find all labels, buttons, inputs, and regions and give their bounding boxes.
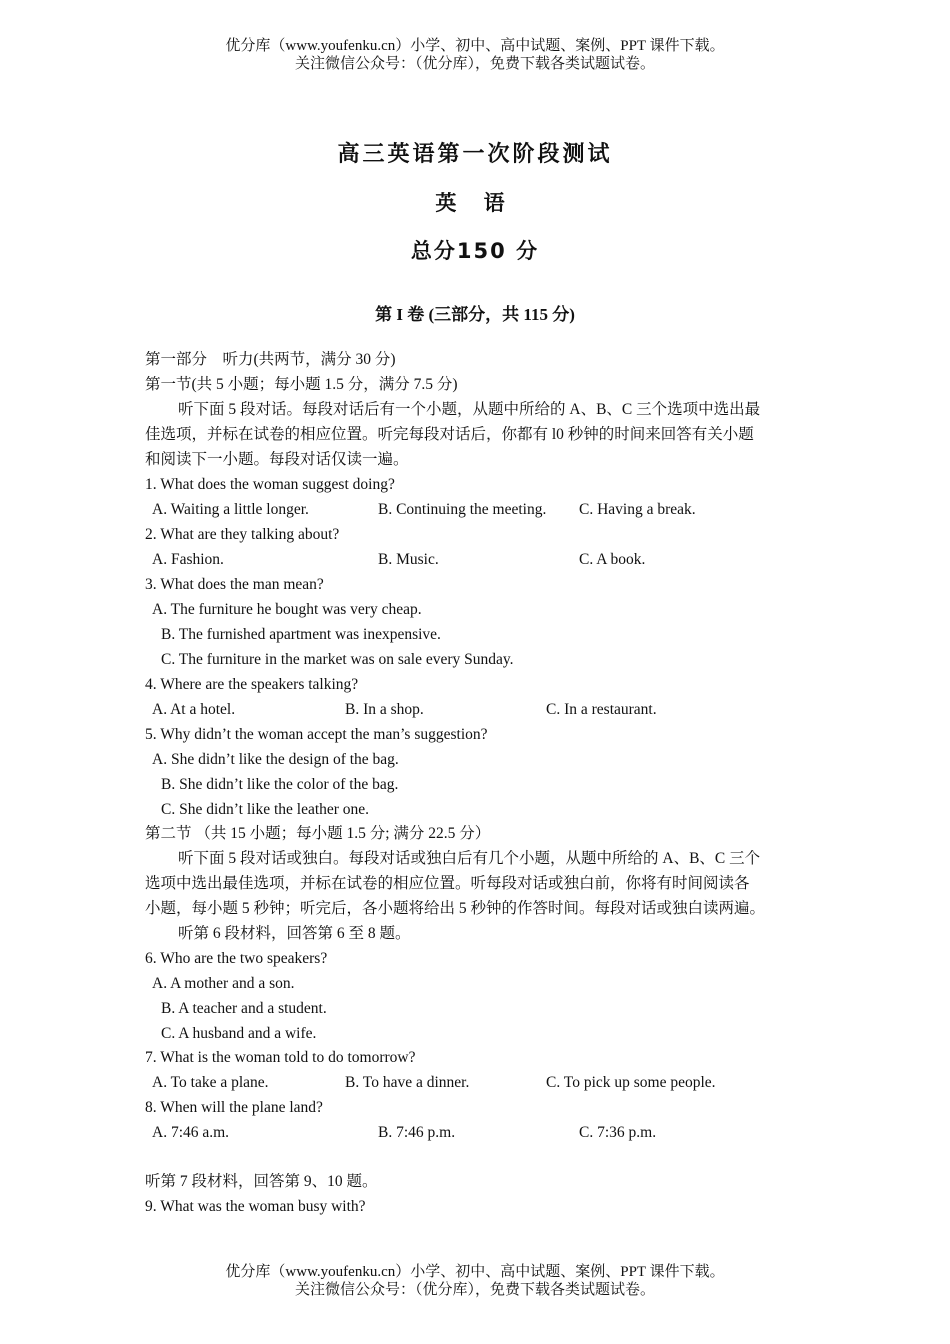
- option-c: C. A husband and a wife.: [161, 1025, 317, 1042]
- option-a: A. A mother and a son.: [152, 975, 295, 992]
- question-stem: 5. Why didn’t the woman accept the man’s suggestion?: [145, 726, 488, 743]
- subject-title: 英 语: [435, 191, 515, 215]
- option-c: C. The furniture in the market was on sale every Sunday.: [161, 651, 514, 668]
- section1-instruction: 和阅读下一小题。每段对话仅读一遍。: [145, 451, 409, 468]
- option-c: C. She didn’t like the leather one.: [161, 801, 370, 818]
- question-stem: 1. What does the woman suggest doing?: [145, 476, 395, 493]
- total-score: 总分150 分: [410, 239, 540, 263]
- section1-instruction: 佳选项，并标在试卷的相应位置。听完每段对话后，你都有 l0 秒钟的时间来回答有关小题: [145, 426, 754, 443]
- option-b: B. 7:46 p.m.: [378, 1124, 456, 1141]
- section2-instruction: 选项中选出最佳选项，并标在试卷的相应位置。听每段对话或独白前，你将有时间阅读各: [145, 875, 750, 892]
- option-a: A. She didn’t like the design of the bag.: [152, 751, 399, 768]
- option-b: B. Continuing the meeting.: [378, 501, 547, 518]
- header-line-2: 关注微信公众号：（优分库），免费下载各类试题试卷。: [294, 56, 655, 72]
- option-c: C. In a restaurant.: [546, 701, 657, 718]
- option-a: A. 7:46 a.m.: [152, 1124, 230, 1141]
- section2-instruction: 小题，每小题 5 秒钟；听完后，各小题将给出 5 秒钟的作答时间。每段对话或独白读两遍。: [145, 900, 766, 917]
- question-stem: 2. What are they talking about?: [145, 526, 340, 543]
- question-stem: 7. What is the woman told to do tomorrow?: [145, 1049, 416, 1066]
- option-b: B. Music.: [378, 551, 439, 568]
- option-b: B. She didn’t like the color of the bag.: [161, 776, 399, 793]
- footer-line-2: 关注微信公众号：（优分库），免费下载各类试题试卷。: [294, 1282, 655, 1298]
- exam-title: 高三英语第一次阶段测试: [337, 142, 613, 167]
- option-a: A. Fashion.: [152, 551, 224, 568]
- question-stem: 6. Who are the two speakers?: [145, 950, 328, 967]
- option-c: C. 7:36 p.m.: [579, 1124, 657, 1141]
- section2-heading: 第二节 （共 15 小题；每小题 1.5 分; 满分 22.5 分）: [145, 825, 491, 842]
- question-stem: 9. What was the woman busy with?: [145, 1198, 366, 1215]
- material-7-instruction: 听第 7 段材料，回答第 9、10 题。: [145, 1173, 378, 1190]
- question-stem: 8. When will the plane land?: [145, 1099, 323, 1116]
- volume-heading: 第 I 卷 (三部分，共 115 分): [375, 305, 575, 324]
- option-c: C. Having a break.: [579, 501, 696, 518]
- option-b: B. The furnished apartment was inexpensive.: [161, 626, 441, 643]
- section2-instruction: 听下面 5 段对话或独白。每段对话或独白后有几个小题，从题中所给的 A、B、C 三个: [178, 850, 761, 867]
- option-c: C. A book.: [579, 551, 646, 568]
- option-a: A. At a hotel.: [152, 701, 236, 718]
- footer-line-1: 优分库（www.youfenku.cn）小学、初中、高中试题、案例、PPT 课件下载。: [225, 1264, 725, 1280]
- section1-heading: 第一节(共 5 小题；每小题 1.5 分，满分 7.5 分): [145, 376, 458, 393]
- option-b: B. To have a dinner.: [345, 1074, 470, 1091]
- option-c: C. To pick up some people.: [546, 1074, 716, 1091]
- option-a: A. To take a plane.: [152, 1074, 269, 1091]
- section1-instruction: 听下面 5 段对话。每段对话后有一个小题，从题中所给的 A、B、C 三个选项中选出最: [178, 401, 761, 418]
- part1-heading: 第一部分 听力(共两节，满分 30 分): [145, 351, 396, 368]
- option-a: A. The furniture he bought was very cheap.: [152, 601, 422, 618]
- option-b: B. In a shop.: [345, 701, 424, 718]
- option-a: A. Waiting a little longer.: [152, 501, 309, 518]
- header-line-1: 优分库（www.youfenku.cn）小学、初中、高中试题、案例、PPT 课件下载。: [225, 38, 725, 54]
- option-b: B. A teacher and a student.: [161, 1000, 327, 1017]
- question-stem: 4. Where are the speakers talking?: [145, 676, 359, 693]
- question-stem: 3. What does the man mean?: [145, 576, 324, 593]
- material-6-instruction: 听第 6 段材料，回答第 6 至 8 题。: [178, 925, 411, 942]
